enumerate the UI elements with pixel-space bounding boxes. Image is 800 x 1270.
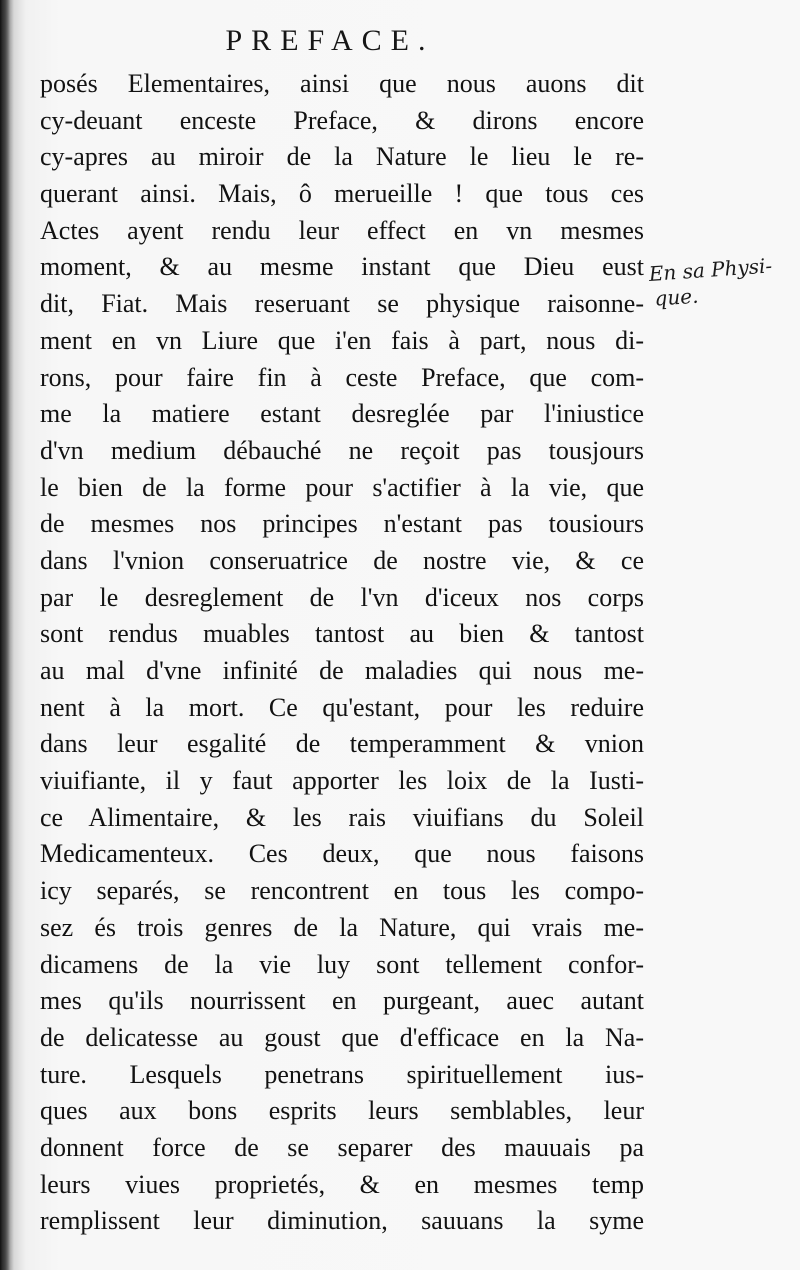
text-line: Medicamenteux. Ces deux, que nous faisons: [40, 839, 644, 869]
text-line: ment en vn Liure que i'en fais à part, nous di-: [40, 325, 644, 355]
text-line: dans leur esgalité de temperamment & vnion: [40, 729, 644, 759]
text-line: de delicatesse au goust que d'efficace en la Na-: [40, 1022, 644, 1052]
text-line: querant ainsi. Mais, ô merueille ! que tous ces: [40, 179, 644, 209]
text-line: de mesmes nos principes n'estant pas tousiours: [40, 509, 644, 539]
text-line: remplissent leur diminution, sauuans la syme: [40, 1206, 644, 1236]
text-line: sez és trois genres de la Nature, qui vrais me-: [40, 912, 644, 942]
text-line: ques aux bons esprits leurs semblables, leur: [40, 1096, 644, 1126]
body-text: [40, 66, 644, 1240]
text-line: me la matiere estant desreglée par l'iniustice: [40, 399, 644, 429]
text-line: au mal d'vne infinité de maladies qui nous me-: [40, 656, 644, 685]
text-line: mes qu'ils nourrissent en purgeant, auec autant: [40, 986, 644, 1016]
text-line: moment, & au mesme instant que Dieu eust: [40, 252, 644, 282]
text-line: cy-apres au miroir de la Nature le lieu le re-: [40, 142, 644, 172]
text-line: cy-deuant enceste Preface, & dirons encore: [40, 105, 644, 135]
page-gutter-shadow: [0, 0, 10, 1270]
running-head: PREFACE.: [225, 24, 435, 57]
text-line: le bien de la forme pour s'actifier à la vie, que: [40, 472, 644, 502]
text-line: par le desreglement de l'vn d'iceux nos corps: [40, 582, 644, 612]
text-line: posés Elementaires, ainsi que nous auons dit: [40, 69, 644, 98]
text-line: icy separés, se rencontrent en tous les compo-: [40, 876, 644, 906]
text-line: ture. Lesquels penetrans spirituellement ius-: [40, 1059, 644, 1089]
text-line: leurs viues proprietés, & en mesmes temp: [40, 1169, 644, 1199]
text-line: d'vn medium débauché ne reçoit pas tousjours: [40, 435, 644, 465]
text-line: dit, Fiat. Mais reseruant se physique raisonne-: [40, 289, 644, 319]
text-line: dans l'vnion conseruatrice de nostre vie, & ce: [40, 545, 644, 575]
marginal-note-line: que.: [653, 283, 700, 311]
text-line: donnent force de se separer des mauuais pa: [40, 1132, 644, 1162]
marginal-note-line: En sa Physi-: [648, 253, 773, 286]
text-line: sont rendus muables tantost au bien & tantost: [40, 619, 644, 649]
text-line: rons, pour faire fin à ceste Preface, que com-: [40, 362, 644, 392]
text-line: ce Alimentaire, & les rais viuifians du Soleil: [40, 802, 644, 832]
marginal-note: [648, 252, 796, 312]
text-line: Actes ayent rendu leur effect en vn mesmes: [40, 215, 644, 245]
text-line: nent à la mort. Ce qu'estant, pour les reduire: [40, 692, 644, 722]
text-line: dicamens de la vie luy sont tellement confor-: [40, 949, 644, 979]
text-line: viuifiante, il y faut apporter les loix de la Iusti-: [40, 766, 644, 796]
